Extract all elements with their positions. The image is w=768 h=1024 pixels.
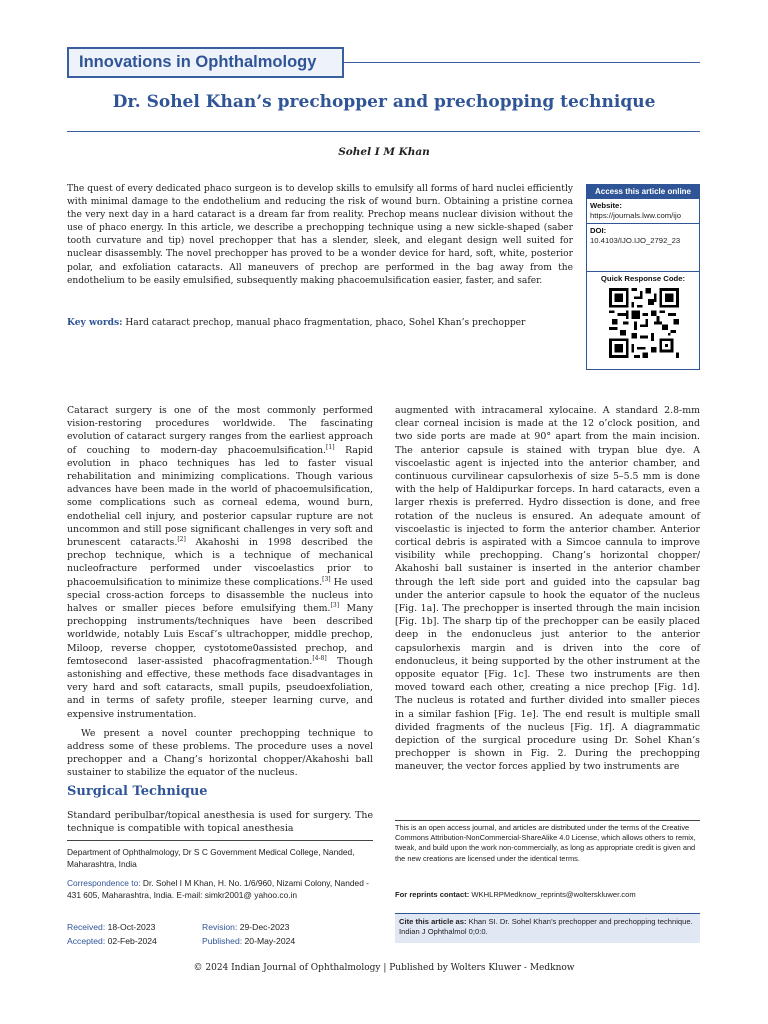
citation[interactable]: [4-8] <box>312 654 327 662</box>
section-label: Innovations in Ophthalmology <box>79 53 317 71</box>
article-title: Dr. Sohel Khan’s prechopper and prechopping technique <box>112 92 656 112</box>
access-heading: Access this article online <box>587 185 699 199</box>
section-banner <box>67 47 344 78</box>
website-label: Website: <box>590 201 622 210</box>
intro-paragraph: Cataract surgery is one of the most commonly performed vision-restoring procedures worldwide. The fascinating evolution of cataract surgery ranges from the earliest approach of couching to modern-day phacoemulsification.[1] Rapid evolution in phaco techniques has led to faster visual rehabilitation and minimizing complications. Though various advances have been made in the world of phacoemulsification, some complications such as corneal edema, wound burn, endothelial cell injury, and posterior capsular rupture are not uncommon and still pose significant challenges in very soft and brunescent cataracts.[2] Akahoshi in 1998 described the prechop technique, which is a technique of mechanical nucleofracture performed under viscoelastics prior to phacoemulsification to minimize these complications.[3] He used special cross-action forceps to disassemble the nucleus into halves or smaller pieces before emulsifying them.[3] Many prechopping instruments/techniques have been described worldwide, notably Luis Escaf’s ultrachopper, middle prechop, Miloop, reverse chopper, cystotome0assisted prechop, and femtosecond laser-assisted phacofragmentation.[4-8] Though astonishing and effective, these methods face disadvantages in very hard and soft cataracts, small pupils, pseudoexfoliation, and in terms of safety profile, steeper learning curve, and expensive instrumentation. <box>67 405 373 720</box>
title-divider <box>67 131 700 132</box>
citation[interactable]: [2] <box>177 535 186 543</box>
received-date: Received: 18-Oct-2023 <box>67 922 156 932</box>
correspondence-label: Correspondence to: <box>67 878 141 888</box>
access-divider <box>587 223 699 224</box>
abstract-text: The quest of every dedicated phaco surgeon is to develop skills to emulsify all forms of hard nuclei efficiently with minimal damage to the endothelium and reducing the risk of wound burn. Obtaining a pristine cornea the very next day in a hard cataract is a dream far from reality. Prechop means nuclear division without the use of phaco energy. In this article, we describe a prechopping technique using a new sickle-shaped (saber tooth curvature and tip) novel prechopper that has a slender, sleek, and elegant design well suited for nuclear disassembly. The novel prechopper has proved to be a wonder device for hard, soft, white, posterior polar, and exfoliation cataracts. All maneuvers of prechop are performed in the bag away from the endothelium to be easily emulsified, subsequently making phacoemulsification easier, faster, and safer. <box>67 184 573 286</box>
reprints-email[interactable]: WKHLRPMedknow_reprints@wolterskluwer.com <box>469 890 636 899</box>
section-heading: Surgical Technique <box>67 784 208 799</box>
technique-paragraph: augmented with intracameral xylocaine. A standard 2.8-mm clear corneal incision is made at the 12 o’clock position, and two side ports are made at 90° apart from the main incision. The anterior capsule is stained with trypan blue dye. A viscoelastic agent is injected into the anterior chamber, and continuous curvilinear capsulorhexis of size 5–5.5 mm is done with the help of Haldipurkar forceps. In hard cataracts, even a larger rhexis is preferred. Hydro dissection is done, and free rotation of the nucleus is ensured. An adequate amount of viscoelastic is injected to form the anterior chamber. Anterior cortical debris is aspirated with a Simcoe cannula to improve visibility while prechopping. Chang’s horizontal chopper/ Akahoshi ball sustainer is inserted in the anterior chamber through the left side port and guided into the capsular bag under the anterior capsule to hook the equator of the nucleus [Fig. 1a]. The prechopper is inserted through the main incision [Fig. 1b]. The sharp tip of the prechopper can be easily placed deep in the endonucleus just anterior to the anterior capsulorhexis margin and is driven into the core of endonucleus, it being supported by the other instrument at the opposite equator [Fig. 1c]. These two instruments are then moved toward each other, creating a nice prechop [Fig. 1d]. The nucleus is rotated and further divided into smaller pieces in a similar fashion [Fig. 1e]. The end result is multiple small divided fragments of the nucleus [Fig. 1f]. A diagrammatic depiction of the surgical procedure using Dr. Sohel Khan’s prechopper is shown in Fig. 2. During the prechopping maneuver, the vector forces applied by two instruments are <box>395 405 700 773</box>
doi-label: DOI: <box>590 226 607 235</box>
keywords-text: Hard cataract prechop, manual phaco fragmentation, phaco, Sohel Khan’s prechopper <box>125 318 526 328</box>
header-rule <box>344 62 700 63</box>
keywords-label: Key words: <box>67 317 123 328</box>
body-right-column <box>395 404 700 774</box>
affiliation-text: Department of Ophthalmology, Dr S C Government Medical College, Nanded, Maharashtra, India <box>67 847 355 870</box>
doi-link[interactable]: 10.4103/IJO.IJO_2792_23 <box>590 236 681 245</box>
license-text: This is an open access journal, and articles are distributed under the terms of the Creative Commons Attribution-NonCommercial-ShareAlike 4.0 License, which allows others to remix, tweak, and build upon the work non-commercially, as long as appropriate credit is given and the new creations are licensed under the identical terms. <box>395 823 696 863</box>
citation[interactable]: [3] <box>322 575 331 583</box>
access-divider <box>587 271 699 272</box>
cite-text: Khan SI. Dr. Sohel Khan’s prechopper and prechopping technique. Indian J Ophthalmol 0;0:0. <box>399 917 693 937</box>
body-left-column <box>67 404 373 780</box>
website-link[interactable]: https://journals.lww.com/ijo <box>590 211 682 220</box>
cite-label: Cite this article as: <box>399 917 467 926</box>
author-name: Sohel I M Khan <box>338 146 430 158</box>
citation[interactable]: [3] <box>330 601 340 609</box>
accepted-date: Accepted: 02-Feb-2024 <box>67 936 157 946</box>
qr-code-icon[interactable] <box>609 288 679 358</box>
page-footer: © 2024 Indian Journal of Ophthalmology | Published by Wolters Kluwer - Medknow <box>193 963 575 973</box>
citation[interactable]: [1] <box>326 443 335 451</box>
cite-box <box>395 913 700 943</box>
section-paragraph: Standard peribulbar/topical anesthesia is used for surgery. The technique is compatible with topical anesthesia <box>67 810 373 835</box>
correspondence-text: Correspondence to: Dr. Sohel I M Khan, H. No. 1/6/960, Nizami Colony, Nanded - 431 605, Maharashtra, India. E-mail: simkr2001@ yahoo.co.in <box>67 878 369 901</box>
published-date: Published: 20-May-2024 <box>202 936 296 946</box>
license-divider <box>395 820 700 821</box>
novel-paragraph: We present a novel counter prechopping technique to address some of these problems. The procedure uses a novel prechopper and a Chang’s horizontal chopper/Akahoshi ball sustainer to stabilize the equator of the nucleus. <box>67 727 373 779</box>
reprints-contact <box>395 890 700 899</box>
affiliation-divider <box>67 840 373 841</box>
revision-date: Revision: 29-Dec-2023 <box>202 922 290 932</box>
keywords-line <box>67 316 573 330</box>
reprints-label: For reprints contact: <box>395 890 470 899</box>
access-article-box <box>586 184 700 370</box>
qr-label: Quick Response Code: <box>600 274 686 283</box>
